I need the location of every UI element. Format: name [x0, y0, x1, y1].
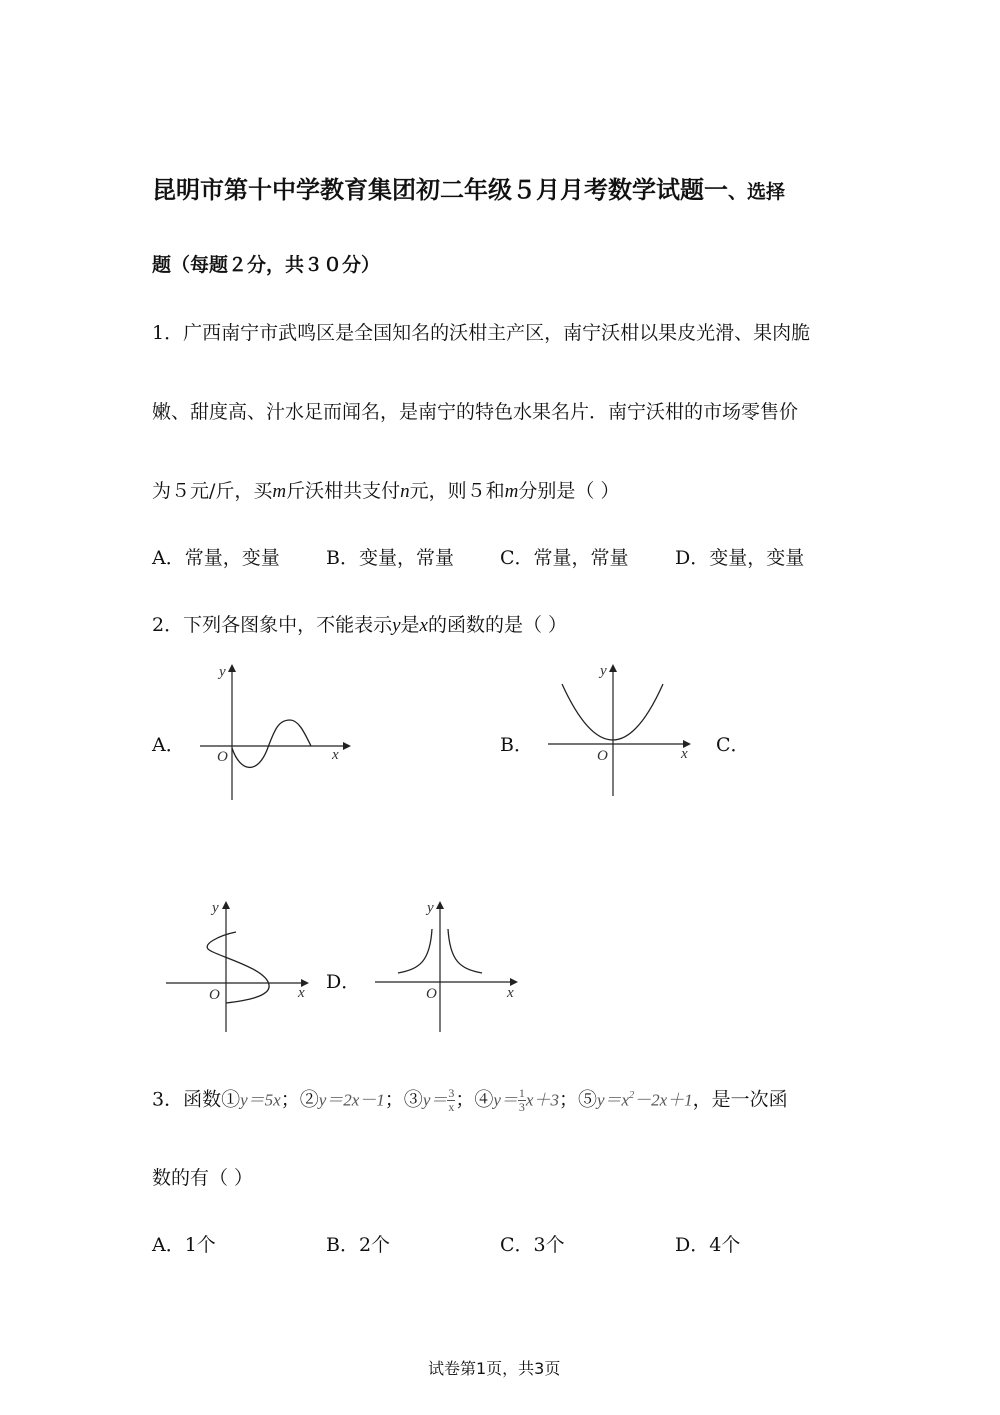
formula-3: y＝ [422, 1090, 448, 1110]
graph-b [545, 658, 700, 800]
axis-x-label: x [332, 747, 339, 763]
fraction-denominator: x [448, 1099, 455, 1114]
q1-option-c[interactable]: C．常量，常量 [500, 547, 629, 569]
q1-text: 斤沃柑共支付 [286, 480, 401, 502]
graph-c [163, 895, 318, 1035]
axis-x-label: x [298, 985, 305, 1001]
q2-text: 的函数的是（ ） [427, 614, 568, 636]
formula-4-tail: x＋3 [525, 1090, 559, 1110]
formula-5-exponent: 2 [629, 1090, 635, 1101]
var-y: y [392, 615, 401, 636]
q2-option-d-label[interactable]: D． [326, 971, 361, 993]
q1-line2: 嫩、甜度高、汁水足而闻名，是南宁的特色水果名片．南宁沃柑的市场零售价 [152, 401, 799, 423]
exam-title-main: 昆明市第十中学教育集团初二年级５月月考数学试题一 [152, 176, 728, 204]
axis-x-label: x [681, 746, 688, 762]
q1-option-d[interactable]: D．变量，变量 [675, 547, 805, 569]
page-footer: 试卷第1页，共3页 [428, 1359, 561, 1378]
formula-4: y＝ [493, 1090, 518, 1110]
q1-option-b[interactable]: B．变量，常量 [326, 547, 454, 569]
q1-line1: 1．广西南宁市武鸣区是全国知名的沃柑主产区，南宁沃柑以果皮光滑、果肉脆 [152, 322, 811, 344]
origin-label: O [209, 987, 220, 1003]
var-m: m [504, 481, 519, 502]
graph-a [195, 660, 355, 805]
axis-y-label: y [219, 664, 226, 680]
fraction-denominator: 3 [518, 1099, 525, 1114]
origin-label: O [426, 986, 437, 1002]
exam-title [152, 170, 785, 205]
axis-y-label: y [600, 663, 607, 679]
q1-text: 分别是（ ） [518, 480, 620, 502]
q3-option-a[interactable]: A．1个 [152, 1234, 216, 1256]
section-heading: 题（每题２分，共３０分） [152, 254, 381, 276]
q2-text: 2．下列各图象中，不能表示 [152, 614, 393, 636]
fraction-numerator: 3 [448, 1085, 455, 1100]
q1-text: 为５元/斤，买 [152, 480, 273, 502]
var-x: x [419, 615, 428, 636]
q2-option-c-label[interactable]: C． [716, 734, 750, 756]
var-n: n [400, 481, 410, 502]
q3-option-c[interactable]: C．3个 [500, 1234, 565, 1256]
q1-text: 元，则５和 [409, 480, 505, 502]
graph-d [372, 895, 527, 1035]
origin-label: O [597, 748, 608, 764]
q1-line3 [152, 476, 619, 503]
fraction-numerator: 1 [518, 1085, 525, 1100]
q2-option-a-label[interactable]: A． [152, 734, 185, 756]
formula-4-fraction [518, 1087, 526, 1114]
axis-x-label: x [507, 985, 514, 1001]
formula-5-tail: －2x＋1 [634, 1090, 693, 1110]
formula-5: y＝x [596, 1090, 630, 1110]
q3-stem [152, 1078, 788, 1118]
q3-line2: 数的有（ ） [152, 1167, 254, 1189]
q2-stem [152, 610, 567, 637]
formula-1: y＝5x [240, 1090, 281, 1110]
q3-text: ；⑤ [558, 1088, 597, 1111]
q2-option-b-label[interactable]: B． [500, 734, 533, 756]
q3-text: 3．函数① [152, 1088, 241, 1111]
axis-y-label: y [212, 900, 219, 916]
q2-text: 是 [400, 614, 420, 636]
q3-text: ，是一次函 [692, 1088, 788, 1111]
formula-2: y＝2x－1 [318, 1090, 385, 1110]
exam-title-tail: 、选择 [728, 181, 786, 203]
axis-y-label: y [427, 900, 434, 916]
origin-label: O [217, 749, 228, 765]
q3-option-b[interactable]: B．2个 [326, 1234, 391, 1256]
q3-text: ；② [280, 1088, 319, 1111]
q3-option-d[interactable]: D．4个 [675, 1234, 741, 1256]
q3-text: ；③ [384, 1088, 423, 1111]
q1-option-a[interactable]: A．常量，变量 [152, 547, 280, 569]
q3-text: ；④ [455, 1088, 494, 1111]
var-m: m [272, 481, 287, 502]
